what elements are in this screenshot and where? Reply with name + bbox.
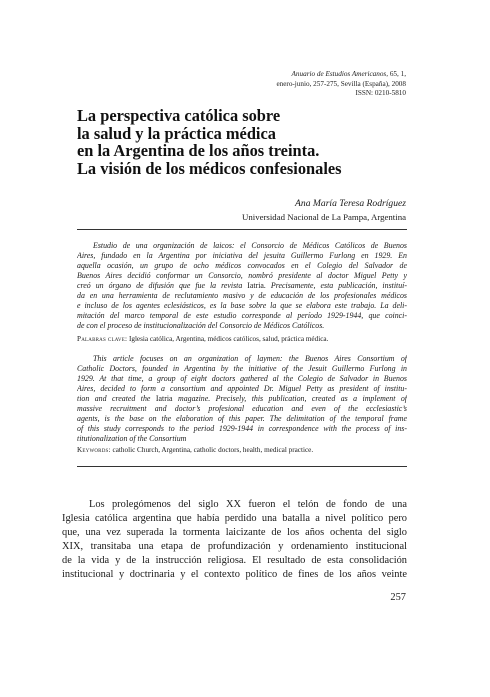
abstract-line: 1929. At that time, a group of eight doctors gathered al the Colegio de Salvador in Buenos xyxy=(77,374,407,384)
abstract-text: creó un órgano de difusión que fue la revista xyxy=(77,281,243,291)
body-text xyxy=(62,498,407,583)
abstract-line: de con el proceso de institucionalización del Consorcio de Médicos Católicos. xyxy=(77,321,325,331)
keywords-list: catholic Church, Argentina, catholic doctors, health, medical practice. xyxy=(110,446,314,454)
body-line: institucional y doctrinaria y el contexto político de fines de los años veinte xyxy=(62,569,407,581)
title-line: La perspectiva católica sobre xyxy=(77,106,281,125)
abstract-text: . Precisamente, esta publicación, instituí- xyxy=(263,281,407,291)
abstract-line: titutionalization of the Consortium xyxy=(77,434,187,444)
abstract-line: Estudio de una organización de laicos: el Consorcio de Médicos Católicos de Buenos xyxy=(93,241,407,250)
title-line: en la Argentina de los años treinta. xyxy=(77,141,320,161)
journal-volume: 65, 1, xyxy=(388,70,406,78)
abstract-line: massive recruitment and doctor’s profesional education and even of the ecclesiastic’s xyxy=(77,404,407,414)
abstract-line: da en una herramienta de reclutamiento masivo y de educación de los profesionales médicos xyxy=(77,291,407,301)
journal-name: Anuario de Estudios Americanos, xyxy=(291,70,389,78)
abstract-line: of this study corresponds to the period 1929-1944 in correspondence with the process of ins- xyxy=(77,424,407,434)
journal-title-iatria: Iatria xyxy=(155,394,173,404)
journal-issue: enero-junio, 257-275, Sevilla (España), 2008 xyxy=(276,79,406,88)
journal-title-iatria: Iatria xyxy=(247,281,264,291)
abstract-line xyxy=(77,394,407,404)
body-line: de la vida y de la instrucción religiosa. El resultado de esta consolidación xyxy=(62,555,407,567)
author-name: Ana María Teresa Rodríguez xyxy=(295,198,406,209)
keywords-label: Palabras clave: xyxy=(77,335,128,343)
abstract-line: mitación del marco temporal de este estudio corresponde al período 1929-1944, que coinci- xyxy=(77,311,407,321)
abstract-english xyxy=(77,354,407,444)
abstract-line: Aires, fundado en la Argentina por iniciativa del jesuita Guillermo Furlong en 1929. En xyxy=(77,251,407,261)
keywords-spanish xyxy=(77,335,407,344)
abstract-line: Catholic Doctors, founded in Argentina by the initiative of the Jesuit Guillermo Furlong in xyxy=(77,364,407,374)
journal-header xyxy=(146,70,406,99)
keywords-list: Iglesia católica, Argentina, médicos católicos, salud, práctica médica. xyxy=(127,335,329,343)
journal-issn: ISSN: 0210-5810 xyxy=(355,89,406,98)
abstract-line: e incluso de los agentes eclesiásticos, es la base sobre la que se elabora este trabajo. La deli- xyxy=(77,301,407,311)
abstract-line: Aires, decided to form a consortium and appointed Dr. Miguel Petty as president of institu- xyxy=(77,384,407,394)
body-line: que, una vez superada la tormenta laicizante de los años ochenta del siglo xyxy=(62,527,407,539)
page-number: 257 xyxy=(390,592,406,603)
author-affiliation: Universidad Nacional de La Pampa, Argentina xyxy=(242,212,406,222)
article-title xyxy=(77,107,417,177)
abstract-spanish xyxy=(77,241,407,331)
abstract-line: This article focuses on an organization of laymen: the Buenos Aires Consortium of xyxy=(93,354,407,363)
title-line: la salud y la práctica médica xyxy=(77,123,276,143)
body-line: Los prolegómenos del siglo XX fueron el telón de fondo de una xyxy=(89,499,407,510)
abstract-line xyxy=(77,281,407,291)
keywords-english xyxy=(77,446,407,455)
abstract-line: Buenos Aires decidió conformar un Consorcio, nombró presidente al doctor Miguel Petty y xyxy=(77,271,407,281)
body-line: XIX, transitaba una etapa de profundización y ordenamiento institucional xyxy=(62,541,407,553)
abstract-text: magazine. Precisely, this publication, created as a implement of xyxy=(172,394,407,404)
abstract-line: aquella ocasión, un grupo de ocho médicos convocados en el Colegio del Salvador de xyxy=(77,261,407,271)
keywords-label: Keywords: xyxy=(77,446,111,454)
bottom-divider xyxy=(77,466,407,467)
abstract-line: agents, is the base on the elaboration of this paper. The delimitation of the temporal frame xyxy=(77,414,407,424)
body-line: Iglesia católica argentina que había perdido una batalla a nivel político pero xyxy=(62,513,407,525)
title-line: La visión de los médicos confesionales xyxy=(77,158,342,178)
top-divider xyxy=(77,229,407,230)
abstract-text: tion and created the xyxy=(77,394,151,404)
